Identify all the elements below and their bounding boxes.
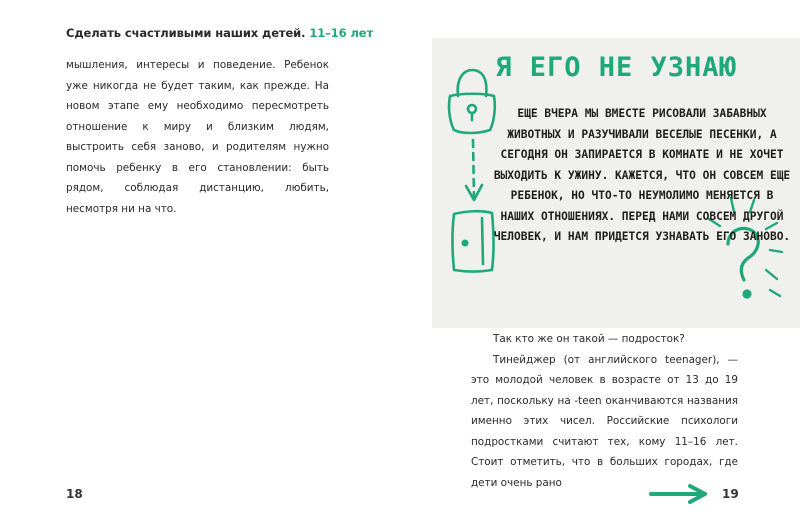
page-number-left: 18	[66, 487, 83, 501]
panel-heading: Я ЕГО НЕ УЗНАЮ	[495, 52, 737, 83]
illustrated-panel	[432, 38, 800, 328]
door-icon	[453, 211, 494, 271]
left-page-header	[66, 26, 373, 40]
right-page-body	[471, 329, 738, 493]
body-paragraph-question: Так кто же он такой — подросток?	[493, 333, 685, 345]
panel-quote: ЕЩЕ ВЧЕРА МЫ ВМЕСТЕ РИСОВАЛИ ЗАБАВНЫХ ЖИВОТНЫХ И РАЗУЧИВАЛИ ВЕСЕЛЫЕ ПЕСЕНКИ, А СЕГОДНЯ ОН ЗАПИРАЕТСЯ В КОМНАТЕ И НЕ ХОЧЕТ ВЫХОДИТЬ К УЖИНУ. КАЖЕТСЯ, ЧТО ОН СОВСЕМ ЕЩЕ РЕБЕНОК, НО ЧТО-ТО НЕУМОЛИМО МЕНЯЕТСЯ В НАШИХ ОТНОШЕНИЯХ. ПЕРЕД НАМИ СОВСЕМ ДРУГОЙ ЧЕЛОВЕК, И НАМ ПРИДЕТСЯ УЗНАВАТЬ ЕГО ЗАНОВО.	[493, 107, 791, 243]
left-page-body: мышления, интересы и поведение. Ребенок уже никогда не будет таким, как прежде. На новом этапе ему необходимо пересмотреть отношение к миру и близким людям, выстроить себя заново, и родителям нужно помочь ребенку в его становлении: быть рядом, соблюдая дистанцию, любить, несмотря ни на что.	[66, 59, 329, 215]
next-arrow-icon	[648, 483, 710, 505]
page-number-right: 19	[722, 487, 739, 501]
body-paragraph-definition: Тинейджер (от английского teenager), — это молодой человек в возрасте от 13 до 19 лет, поскольку на -teen оканчиваются названия именно этих чисел. Российские психологи подростками считают тех, кому 11–16 лет. Стоит отметить, что в больших городах, где дети очень рано	[471, 353, 738, 489]
header-title: Сделать счастливыми наших детей.	[66, 26, 306, 40]
down-arrow-icon	[466, 140, 482, 200]
header-age-range: 11–16 лет	[309, 26, 374, 40]
